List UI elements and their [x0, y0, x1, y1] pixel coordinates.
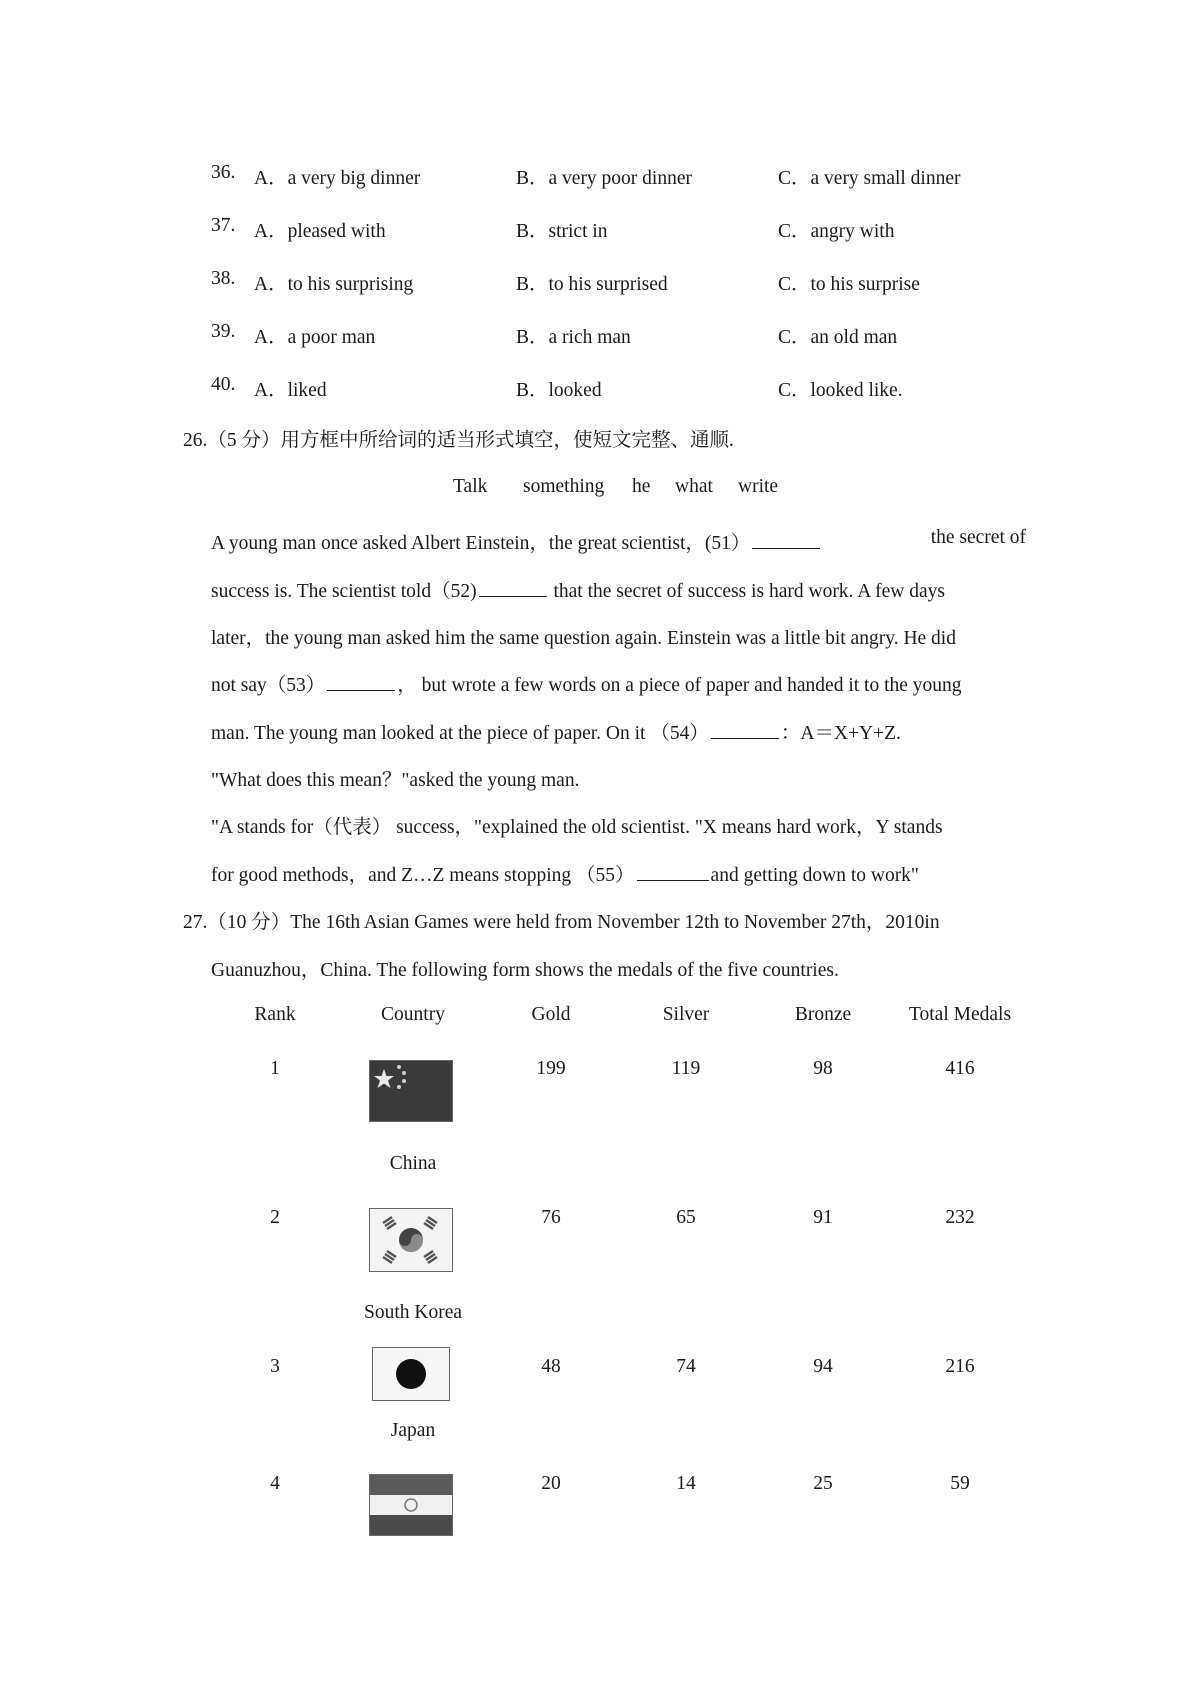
- bronze-cell: 94: [813, 1356, 833, 1377]
- passage-line: "What does this mean？"asked the young man.: [211, 770, 580, 791]
- passage-line: man. The young man looked at the piece of paper. On it （54） ：A＝X+Y+Z.: [211, 717, 901, 745]
- word-box-item: he: [632, 476, 651, 497]
- table-header: Country: [381, 1004, 445, 1025]
- table-header: Rank: [254, 1004, 296, 1025]
- choice-option-c: C．angry with: [778, 221, 895, 242]
- blank-51[interactable]: [752, 530, 820, 549]
- total-cell: 416: [945, 1058, 975, 1079]
- bronze-cell: 91: [813, 1207, 833, 1228]
- question-27-line: Guanuzhou，China. The following form shows the medals of the five countries.: [211, 960, 839, 981]
- silver-cell: 65: [676, 1207, 696, 1228]
- choice-option-b: B．a rich man: [516, 327, 631, 348]
- passage-line: "A stands for（代表） success，"explained the old scientist. "X means hard work，Y stands: [211, 817, 943, 838]
- word-box-item: something: [523, 476, 605, 497]
- blank-54[interactable]: [711, 720, 779, 739]
- bronze-cell: 98: [813, 1058, 833, 1079]
- total-cell: 216: [945, 1356, 975, 1377]
- gold-cell: 76: [541, 1207, 561, 1228]
- south-korea-flag-icon: [369, 1208, 453, 1272]
- table-header: Gold: [531, 1004, 571, 1025]
- country-name: Japan: [390, 1420, 436, 1441]
- choice-option-b: B．strict in: [516, 221, 608, 242]
- bronze-cell: 25: [813, 1473, 833, 1494]
- choice-option-b: B．to his surprised: [516, 274, 668, 295]
- choice-option-a: A．a poor man: [254, 327, 376, 348]
- table-header: Total Medals: [908, 1004, 1012, 1025]
- choice-option-c: C．looked like.: [778, 380, 903, 401]
- question-27-heading: 27.（10 分）The 16th Asian Games were held from November 12th to November 27th，2010in: [183, 912, 940, 933]
- country-name: China: [389, 1153, 437, 1174]
- choice-option-a: A．pleased with: [254, 221, 386, 242]
- choice-option-a: A．to his surprising: [254, 274, 414, 295]
- choice-option-c: C．to his surprise: [778, 274, 920, 295]
- passage-line: A young man once asked Albert Einstein，the great scientist，(51） the secret of: [211, 527, 1026, 554]
- gold-cell: 20: [541, 1473, 561, 1494]
- choice-number: 37.: [211, 215, 236, 236]
- blank-53[interactable]: [327, 672, 395, 691]
- choice-option-c: C．a very small dinner: [778, 168, 961, 189]
- gold-cell: 199: [536, 1058, 566, 1079]
- choice-number: 38.: [211, 268, 236, 289]
- choice-number: 40.: [211, 374, 236, 395]
- choice-option-c: C．an old man: [778, 327, 898, 348]
- passage-line: for good methods，and Z…Z means stopping （55） and getting down to work": [211, 859, 919, 887]
- rank-cell: 1: [270, 1058, 280, 1079]
- choice-number: 36.: [211, 162, 236, 183]
- japan-flag-icon: [372, 1347, 450, 1401]
- choice-option-a: A．a very big dinner: [254, 168, 421, 189]
- word-box-item: Talk: [453, 476, 488, 497]
- total-cell: 232: [945, 1207, 975, 1228]
- passage-line: not say（53） ， but wrote a few words on a piece of paper and handed it to the young: [211, 669, 962, 697]
- china-flag-icon: [369, 1060, 453, 1122]
- passage-line: success is. The scientist told（52) that the secret of success is hard work. A few days: [211, 575, 945, 603]
- choice-option-b: B．a very poor dinner: [516, 168, 692, 189]
- gold-cell: 48: [541, 1356, 561, 1377]
- rank-cell: 3: [270, 1356, 280, 1377]
- choice-number: 39.: [211, 321, 236, 342]
- silver-cell: 74: [676, 1356, 696, 1377]
- country-name: South Korea: [363, 1302, 463, 1323]
- total-cell: 59: [950, 1473, 970, 1494]
- rank-cell: 4: [270, 1473, 280, 1494]
- rank-cell: 2: [270, 1207, 280, 1228]
- question-26-heading: 26.（5 分）用方框中所给词的适当形式填空，使短文完整、通顺.: [183, 430, 734, 451]
- choice-option-b: B．looked: [516, 380, 602, 401]
- blank-52[interactable]: [479, 578, 547, 597]
- india-flag-icon: [369, 1474, 453, 1536]
- silver-cell: 14: [676, 1473, 696, 1494]
- word-box-item: what: [675, 476, 713, 497]
- silver-cell: 119: [671, 1058, 701, 1079]
- table-header: Bronze: [794, 1004, 852, 1025]
- word-box-item: write: [738, 476, 779, 497]
- passage-line: later，the young man asked him the same question again. Einstein was a little bit angry. He did: [211, 628, 956, 649]
- table-header: Silver: [662, 1004, 710, 1025]
- blank-55[interactable]: [637, 862, 709, 881]
- choice-option-a: A．liked: [254, 380, 327, 401]
